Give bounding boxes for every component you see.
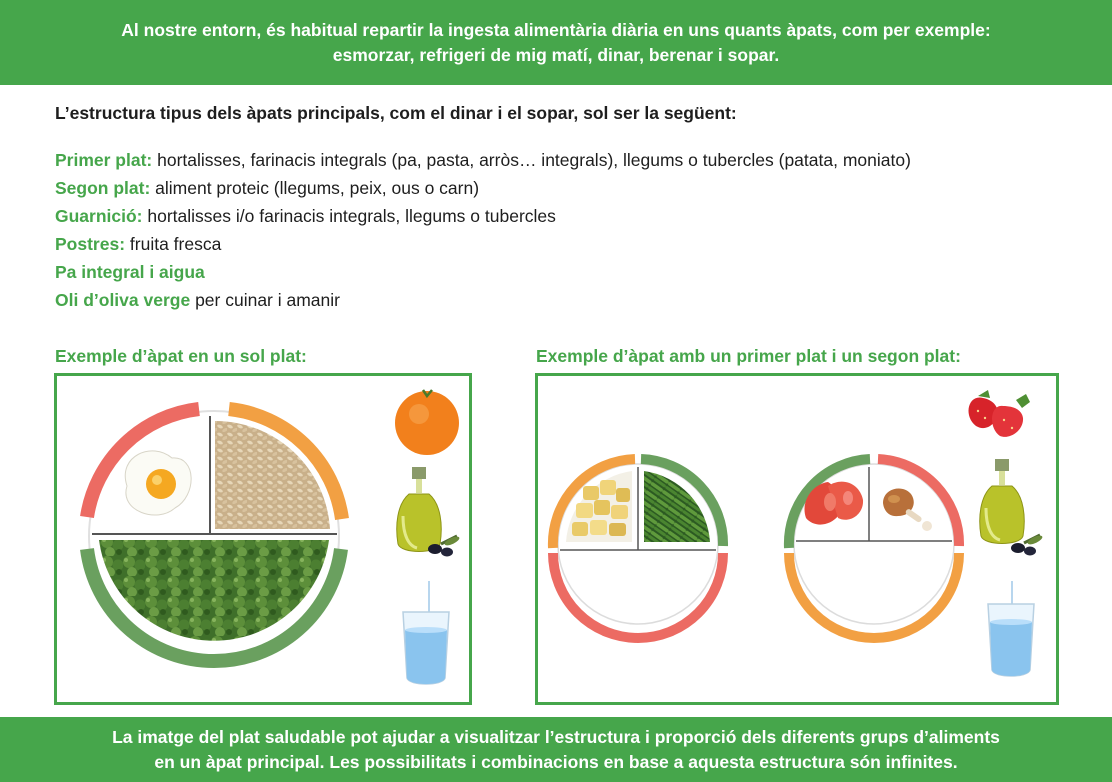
double-plate-title: Exemple d’àpat amb un primer plat i un segon plat: — [536, 346, 961, 366]
water-glass-icon — [988, 581, 1034, 676]
orange-fruit-icon — [395, 390, 459, 455]
header-line-1: Al nostre entorn, és habitual repartir la ingesta alimentària diària en uns quants àpats, com per exemple: — [121, 19, 991, 40]
double-plate-panel — [535, 373, 1059, 705]
footer-line-1: La imatge del plat saludable pot ajudar a visualitzar l’estructura i proporció dels diferents grups d’aliments — [112, 726, 1000, 747]
course-label: Pa integral i aigua — [55, 262, 205, 282]
header-banner — [0, 0, 1112, 85]
water-glass-icon — [403, 581, 449, 684]
footer-banner — [0, 717, 1112, 782]
strawberries-icon — [969, 390, 1030, 437]
course-text: hortalisses i/o farinacis integrals, llegums o tubercles — [142, 206, 556, 226]
course-label: Segon plat: — [55, 178, 151, 198]
olive-oil-bottle-icon — [980, 459, 1044, 556]
double-plate-illustration — [538, 376, 1056, 702]
footer-line-2: en un àpat principal. Les possibilitats i combinacions en base a aquesta estructura són infinites. — [154, 751, 958, 772]
course-oil — [55, 286, 911, 314]
course-label: Oli d’oliva verge — [55, 290, 191, 310]
course-first — [55, 146, 911, 174]
course-label: Primer plat: — [55, 150, 153, 170]
course-garnish — [55, 202, 911, 230]
second-course-plate — [789, 459, 959, 638]
course-text: fruita fresca — [125, 234, 222, 254]
first-course-plate — [553, 459, 723, 638]
course-text: per cuinar i amanir — [190, 290, 340, 310]
intro-text: L’estructura tipus dels àpats principals, com el dinar i el sopar, sol ser la següent: — [55, 103, 737, 123]
course-label: Postres: — [55, 234, 126, 254]
course-text: aliment proteic (llegums, peix, ous o carn) — [150, 178, 480, 198]
course-second — [55, 174, 911, 202]
header-line-2: esmorzar, refrigeri de mig matí, dinar, berenar i sopar. — [332, 44, 780, 65]
course-dessert — [55, 230, 911, 258]
single-plate-panel — [54, 373, 472, 705]
course-text: hortalisses, farinacis integrals (pa, pasta, arròs… integrals), llegums o tubercles (patata, moniato) — [152, 150, 911, 170]
course-bread-water — [55, 258, 911, 286]
single-plate-title: Exemple d’àpat en un sol plat: — [55, 346, 307, 366]
course-label: Guarnició: — [55, 206, 143, 226]
single-plate-illustration — [57, 376, 469, 702]
olive-oil-bottle-icon — [397, 467, 461, 557]
course-list — [55, 146, 911, 314]
